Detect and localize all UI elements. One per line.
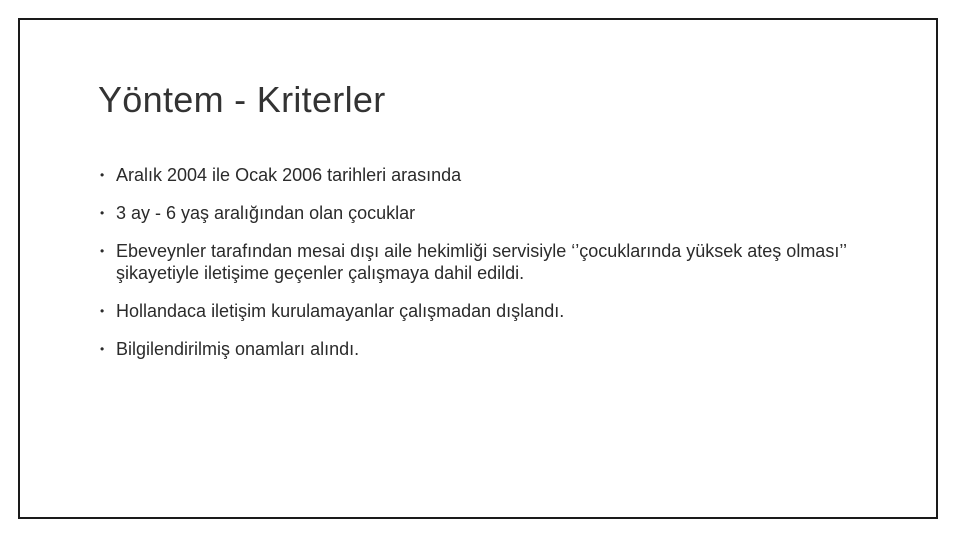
- list-item: [100, 338, 870, 360]
- bullet-text: Hollandaca iletişim kurulamayanlar çalışmadan dışlandı.: [116, 301, 565, 321]
- bullet-icon: •: [100, 304, 105, 318]
- bullet-text: Bilgilendirilmiş onamları alındı.: [116, 339, 360, 359]
- slide-title: Yöntem - Kriterler: [98, 79, 386, 120]
- list-item: [100, 202, 870, 224]
- bullet-icon: •: [100, 342, 105, 356]
- bullet-icon: •: [100, 168, 105, 182]
- list-item: [100, 164, 870, 186]
- bullet-text: Aralık 2004 ile Ocak 2006 tarihleri arasında: [116, 165, 462, 185]
- bullet-icon: •: [100, 206, 105, 220]
- bullet-text: 3 ay - 6 yaş aralığından olan çocuklar: [116, 203, 416, 223]
- bullet-text: Ebeveynler tarafından mesai dışı aile hekimliği servisiyle ‘’çocuklarında yüksek ateş olması’’ şikayetiyle iletişime geçenler çalışmaya dahil edildi.: [116, 241, 847, 283]
- bullet-icon: •: [100, 244, 105, 258]
- bullet-list: [100, 164, 870, 376]
- list-item: [100, 300, 870, 322]
- list-item: [100, 240, 870, 284]
